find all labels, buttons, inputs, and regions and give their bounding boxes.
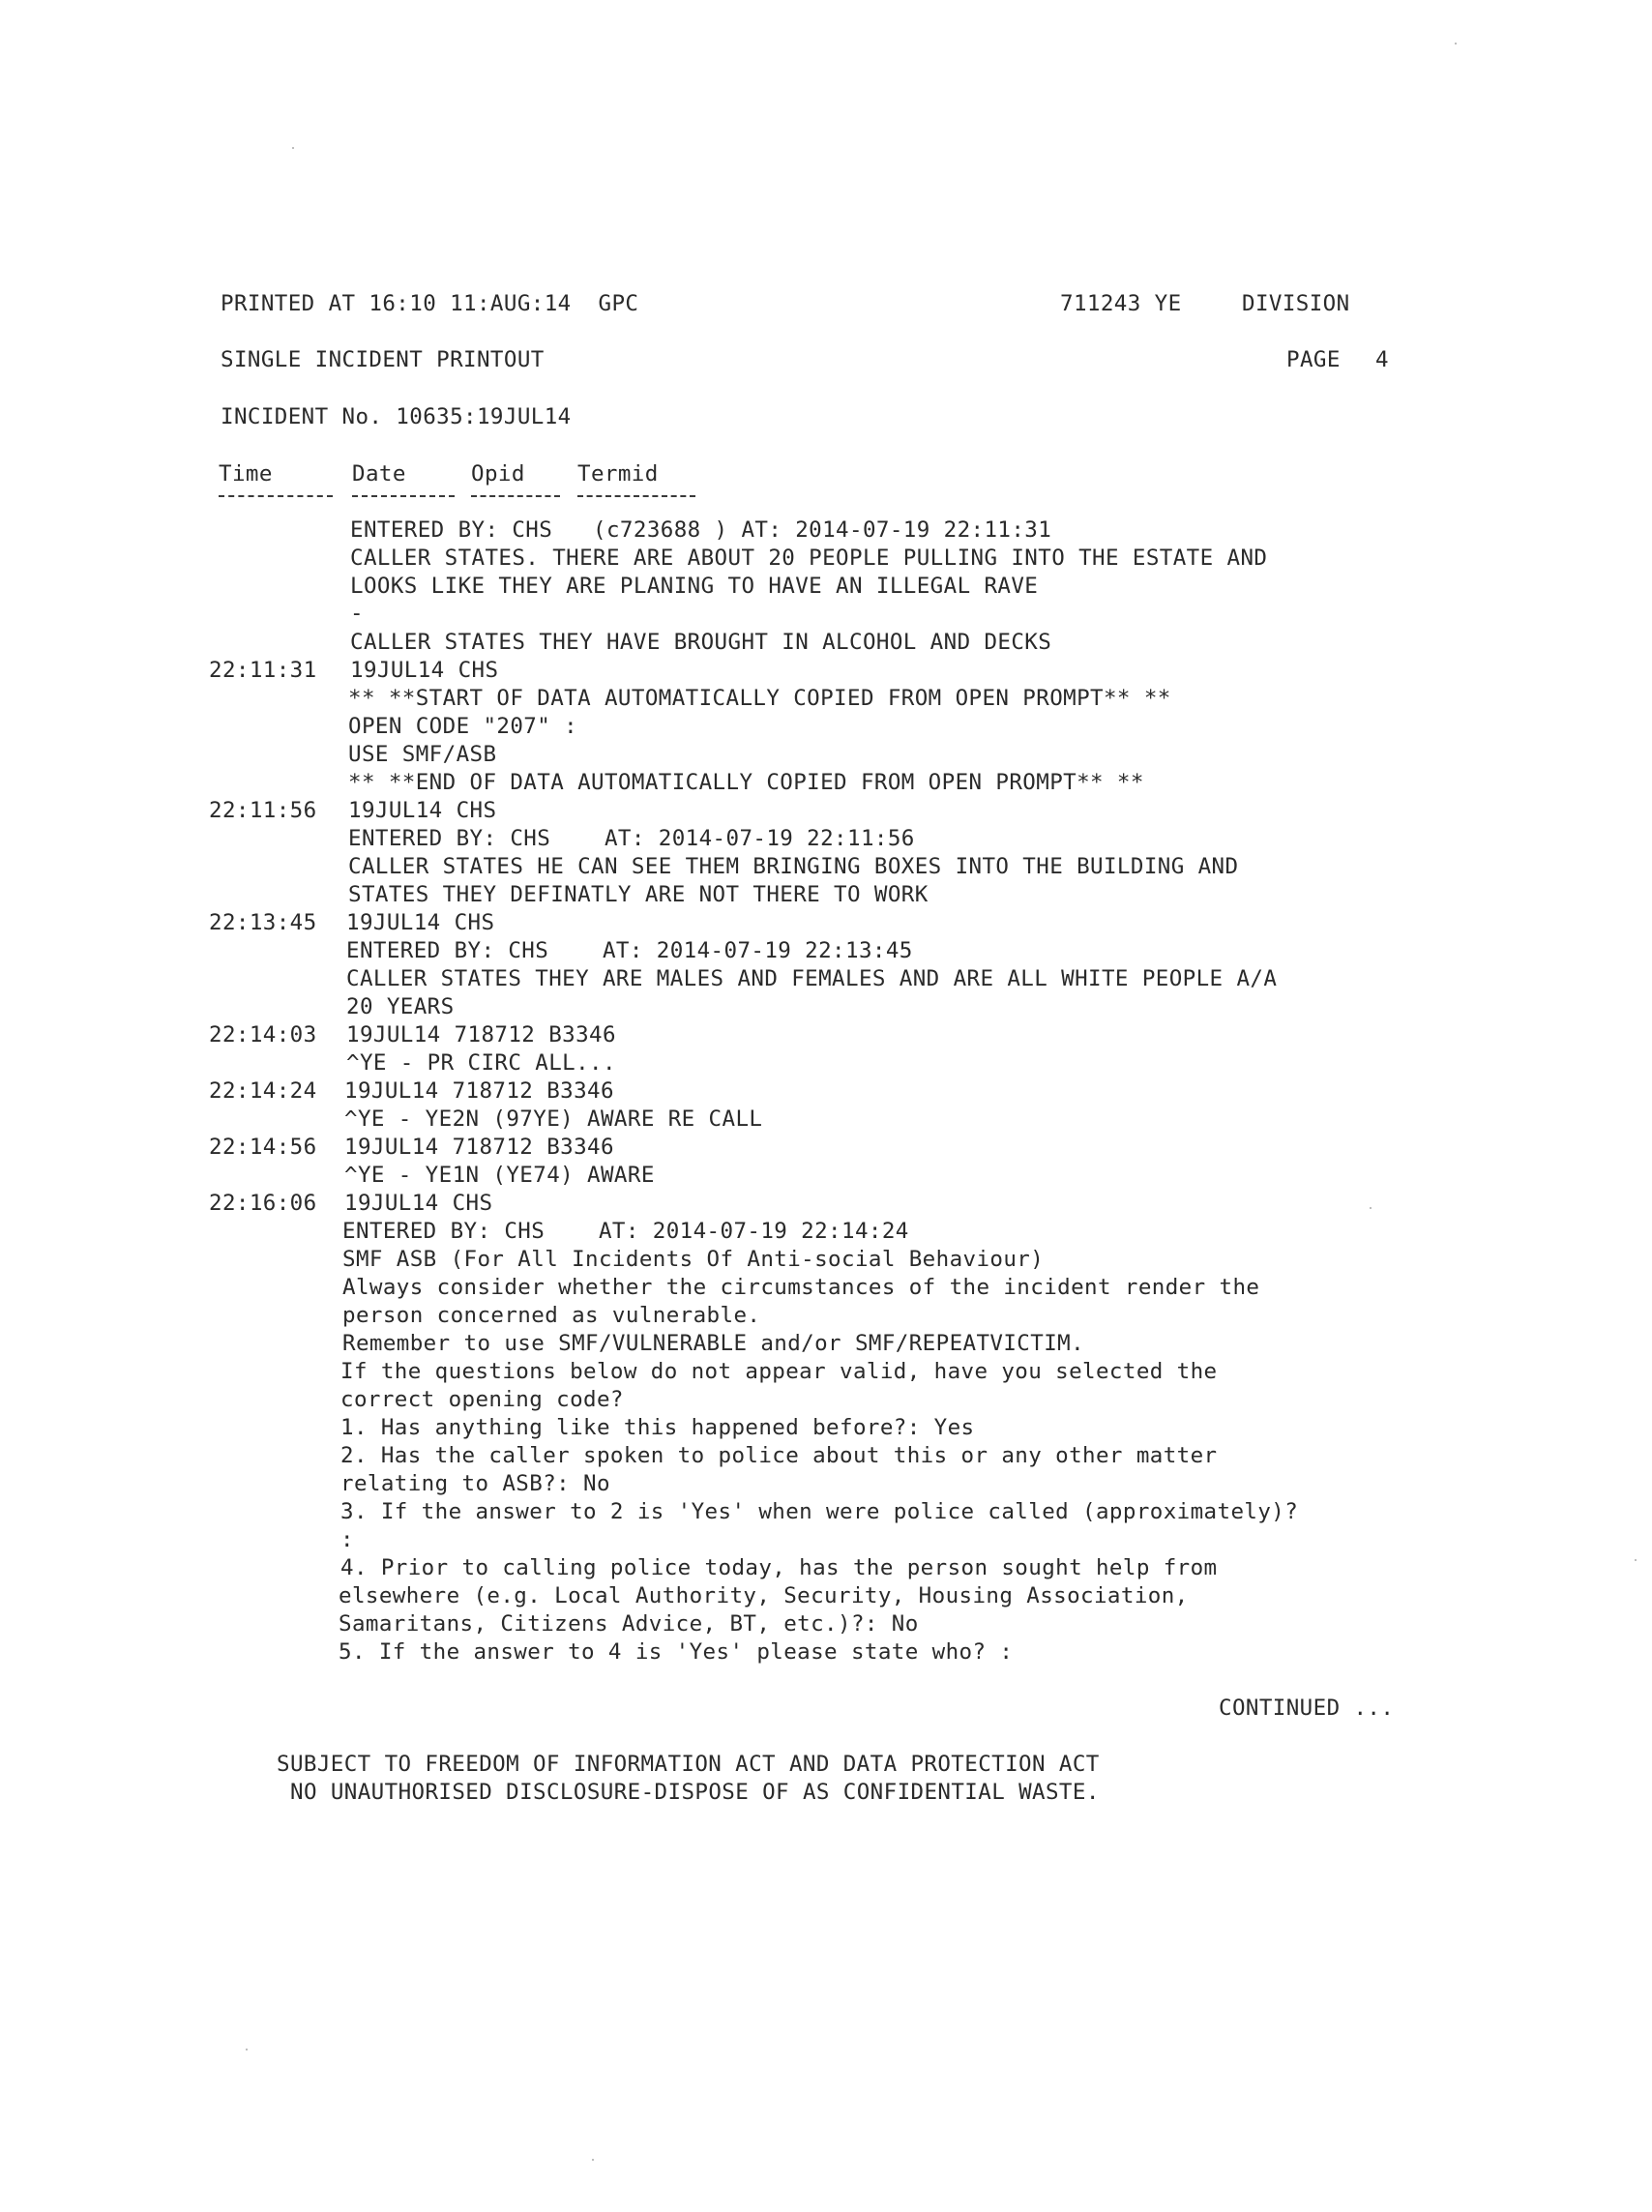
log-line: Remember to use SMF/VULNERABLE and/or SMF/REPEATVICTIM. (342, 1331, 1085, 1356)
log-line: CALLER STATES THEY HAVE BROUGHT IN ALCOHOL AND DECKS (350, 630, 1052, 655)
footer-notice-line1: SUBJECT TO FREEDOM OF INFORMATION ACT AND DATA PROTECTION ACT (277, 1752, 1100, 1777)
column-divider-opid (471, 495, 560, 501)
log-line: If the questions below do not appear valid, have you selected the (340, 1359, 1218, 1384)
entry-time: 22:13:45 (209, 910, 317, 935)
scan-speck (1370, 1207, 1372, 1209)
scan-speck (1635, 1559, 1637, 1561)
log-line: ^YE - YE2N (97YE) AWARE RE CALL (344, 1106, 763, 1132)
log-line: CALLER STATES. THERE ARE ABOUT 20 PEOPLE PULLING INTO THE ESTATE AND (350, 546, 1268, 571)
log-line: ^YE - PR CIRC ALL... (346, 1050, 616, 1076)
log-line: Samaritans, Citizens Advice, BT, etc.)?: No (339, 1611, 919, 1637)
log-line: 19JUL14 CHS (346, 910, 495, 935)
log-line: 2. Has the caller spoken to police about this or any other matter (340, 1443, 1218, 1468)
log-line: ** **START OF DATA AUTOMATICALLY COPIED FROM OPEN PROMPT** ** (348, 686, 1171, 711)
log-line: relating to ASB?: No (340, 1471, 610, 1496)
scan-speck (246, 2049, 248, 2050)
log-line: ENTERED BY: CHS AT: 2014-07-19 22:13:45 (346, 938, 913, 963)
column-divider-date (352, 495, 455, 501)
scan-speck (1455, 43, 1457, 44)
entry-time: 22:14:03 (209, 1022, 317, 1047)
continued-marker: CONTINUED ... (1219, 1696, 1395, 1721)
log-line: CALLER STATES HE CAN SEE THEM BRINGING BOXES INTO THE BUILDING AND (348, 854, 1239, 879)
log-line: 19JUL14 718712 B3346 (344, 1135, 614, 1160)
log-line: ** **END OF DATA AUTOMATICALLY COPIED FROM OPEN PROMPT** ** (348, 770, 1144, 795)
log-line: 19JUL14 718712 B3346 (344, 1078, 614, 1104)
log-line: ENTERED BY: CHS AT: 2014-07-19 22:11:56 (348, 826, 915, 851)
footer-notice-line2: NO UNAUTHORISED DISCLOSURE-DISPOSE OF AS CONFIDENTIAL WASTE. (290, 1780, 1100, 1805)
column-header-termid: Termid (577, 461, 659, 487)
printed-at: PRINTED AT 16:10 11:AUG:14 GPC (221, 291, 639, 316)
log-line: - (350, 601, 364, 626)
column-divider-time (219, 495, 333, 501)
page-number: 4 (1375, 347, 1389, 372)
entry-time: 22:11:56 (209, 798, 317, 823)
page-title: SINGLE INCIDENT PRINTOUT (221, 347, 545, 372)
log-line: person concerned as vulnerable. (342, 1303, 761, 1328)
log-line: ENTERED BY: CHS (c723688 ) AT: 2014-07-19 22:11:31 (350, 517, 1052, 543)
log-line: 4. Prior to calling police today, has the person sought help from (340, 1555, 1218, 1580)
page-label: PAGE (1286, 347, 1341, 372)
incident-number: INCIDENT No. 10635:19JUL14 (221, 404, 572, 429)
log-line: ^YE - YE1N (YE74) AWARE (344, 1163, 655, 1188)
column-divider-termid (577, 495, 695, 501)
log-line: 5. If the answer to 4 is 'Yes' please state who? : (339, 1639, 1014, 1665)
log-line: ENTERED BY: CHS AT: 2014-07-19 22:14:24 (342, 1219, 909, 1244)
division-label: DIVISION (1242, 291, 1350, 316)
log-line: 19JUL14 718712 B3346 (346, 1022, 616, 1047)
log-line: 1. Has anything like this happened before?: Yes (340, 1415, 975, 1440)
log-line: 3. If the answer to 2 is 'Yes' when were police called (approximately)? (340, 1499, 1299, 1524)
log-line: LOOKS LIKE THEY ARE PLANING TO HAVE AN ILLEGAL RAVE (350, 574, 1039, 599)
column-header-date: Date (352, 461, 406, 487)
scan-speck (592, 2159, 594, 2161)
division-code: 711243 YE (1060, 291, 1182, 316)
scan-speck (292, 147, 294, 149)
log-line: CALLER STATES THEY ARE MALES AND FEMALES AND ARE ALL WHITE PEOPLE A/A (346, 966, 1278, 991)
log-line: : (340, 1527, 354, 1552)
entry-time: 22:16:06 (209, 1191, 317, 1216)
log-line: Always consider whether the circumstances of the incident render the (342, 1275, 1260, 1300)
log-line: 19JUL14 CHS (348, 798, 497, 823)
log-line: 19JUL14 CHS (350, 658, 499, 683)
log-line: OPEN CODE "207" : (348, 714, 578, 739)
entry-time: 22:14:56 (209, 1135, 317, 1160)
log-line: 19JUL14 CHS (344, 1191, 493, 1216)
log-line: 20 YEARS (346, 994, 455, 1019)
log-line: SMF ASB (For All Incidents Of Anti-social Behaviour) (342, 1247, 1045, 1272)
entry-time: 22:14:24 (209, 1078, 317, 1104)
log-line: USE SMF/ASB (348, 742, 497, 767)
log-line: STATES THEY DEFINATLY ARE NOT THERE TO WORK (348, 882, 929, 907)
column-header-opid: Opid (471, 461, 525, 487)
entry-time: 22:11:31 (209, 658, 317, 683)
column-header-time: Time (219, 461, 273, 487)
log-line: elsewhere (e.g. Local Authority, Security, Housing Association, (339, 1583, 1189, 1608)
log-line: correct opening code? (340, 1387, 624, 1412)
